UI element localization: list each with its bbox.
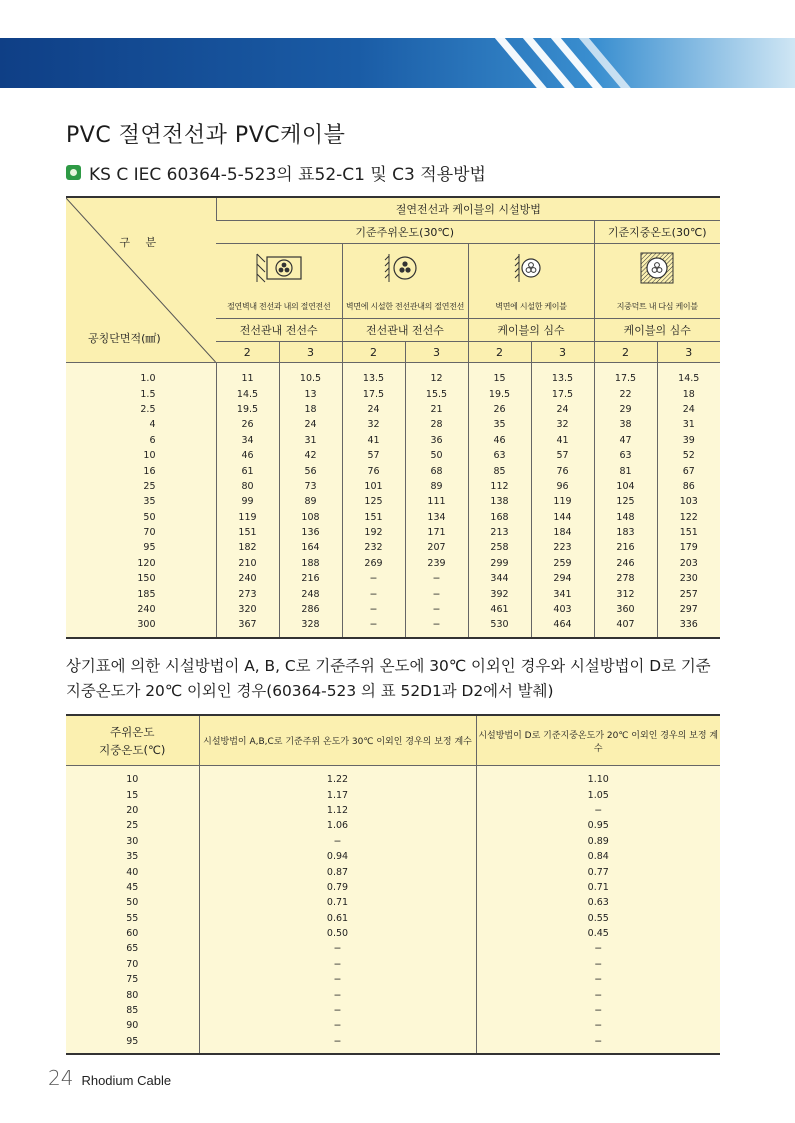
cross-section-cell: 25	[143, 480, 156, 492]
temperature-cell: 15	[126, 789, 139, 801]
method-a-diagram	[216, 244, 342, 295]
temperature-cell: 65	[126, 943, 139, 955]
ampacity-cell: 119	[531, 494, 594, 509]
ampacity-cell: 248	[279, 586, 342, 601]
ampacity-cell: 10.5	[279, 363, 342, 387]
factor-cell: 1.22	[199, 766, 476, 788]
ampacity-cell: 13	[279, 386, 342, 401]
factor-cell: −	[476, 987, 720, 1002]
ampacity-cell: 230	[657, 571, 720, 586]
ampacity-cell: −	[405, 586, 468, 601]
table-row	[66, 479, 720, 494]
ampacity-cell: 192	[342, 525, 405, 540]
factor-cell: −	[199, 1034, 476, 1054]
ampacity-cell: 76	[531, 463, 594, 478]
ampacity-cell: 111	[405, 494, 468, 509]
ampacity-cell: 246	[594, 556, 657, 571]
factor-cell: −	[476, 1034, 720, 1054]
ampacity-cell: 122	[657, 510, 720, 525]
ampacity-cell: 269	[342, 556, 405, 571]
cross-section-cell: 50	[143, 511, 156, 523]
ampacity-cell: 125	[342, 494, 405, 509]
ampacity-cell: 80	[216, 479, 279, 494]
cross-section-cell: 300	[137, 619, 156, 631]
table-row	[66, 402, 720, 417]
ampacity-cell: 57	[342, 448, 405, 463]
ampacity-cell: 134	[405, 510, 468, 525]
note-paragraph: 상기표에 의한 시설방법이 A, B, C로 기준주위 온도에 30℃ 이외인 경우와 시설방법이 D로 기준 지중온도가 20℃ 이외인 경우(60364-523 의 표 52D1과 D2에서 발췌)	[66, 657, 711, 700]
ampacity-cell: 32	[531, 417, 594, 432]
cross-section-cell: 6	[149, 434, 156, 446]
temperature-cell: 50	[126, 897, 139, 909]
temperature-cell: 85	[126, 1005, 139, 1017]
ampacity-cell: 151	[216, 525, 279, 540]
ampacity-cell: 46	[468, 433, 531, 448]
factor-cell: −	[199, 941, 476, 956]
ampacity-cell: 13.5	[531, 363, 594, 387]
ampacity-cell: 464	[531, 617, 594, 637]
ampacity-cell: 184	[531, 525, 594, 540]
method-c-label: 벽면에 시설한 케이블	[468, 294, 594, 319]
ampacity-cell: 61	[216, 463, 279, 478]
ampacity-cell: 17.5	[531, 386, 594, 401]
temperature-cell: 45	[126, 881, 139, 893]
table-row	[66, 957, 720, 972]
ampacity-cell: 259	[531, 556, 594, 571]
ampacity-cell: 104	[594, 479, 657, 494]
ampacity-cell: 164	[279, 540, 342, 555]
ampacity-cell: 216	[594, 540, 657, 555]
table-row	[66, 1034, 720, 1054]
ampacity-cell: −	[342, 602, 405, 617]
ampacity-cell: 168	[468, 510, 531, 525]
ampacity-cell: 299	[468, 556, 531, 571]
ampacity-table-body	[66, 363, 720, 638]
ampacity-cell: 403	[531, 602, 594, 617]
count-label-a: 전선관내 전선수	[216, 319, 342, 342]
temperature-cell: 55	[126, 912, 139, 924]
cross-section-cell: 95	[143, 542, 156, 554]
ampacity-cell: 67	[657, 463, 720, 478]
method-c-diagram	[468, 244, 594, 295]
ampacity-cell: 12	[405, 363, 468, 387]
factor-cell: 1.12	[199, 803, 476, 818]
wall-conduit-icon	[375, 248, 435, 288]
temperature-cell: 90	[126, 1020, 139, 1032]
ampacity-cell: 144	[531, 510, 594, 525]
page-number: 24	[48, 1066, 74, 1090]
ampacity-cell: 31	[279, 433, 342, 448]
table-row	[66, 766, 720, 788]
factor-cell: −	[199, 1018, 476, 1033]
ampacity-cell: 24	[531, 402, 594, 417]
table-row	[66, 556, 720, 571]
table-row	[66, 864, 720, 879]
cross-section-cell: 10	[143, 450, 156, 462]
ampacity-cell: 89	[279, 494, 342, 509]
ampacity-cell: 320	[216, 602, 279, 617]
subtitle-text: KS C IEC 60364-5-523의 표52-C1 및 C3 적용방법	[89, 165, 486, 185]
correction-factor-body	[66, 766, 720, 1055]
ampacity-cell: −	[342, 586, 405, 601]
ampacity-cell: 138	[468, 494, 531, 509]
table-row	[66, 834, 720, 849]
ampacity-cell: 182	[216, 540, 279, 555]
cross-section-cell: 16	[143, 465, 156, 477]
ampacity-cell: 22	[594, 386, 657, 401]
page-footer	[48, 1066, 171, 1090]
ampacity-cell: 56	[279, 463, 342, 478]
temperature-cell: 60	[126, 928, 139, 940]
ampacity-cell: 86	[657, 479, 720, 494]
temperature-cell: 75	[126, 974, 139, 986]
factor-cell: 1.05	[476, 787, 720, 802]
ampacity-cell: 24	[279, 417, 342, 432]
table-row	[66, 926, 720, 941]
factor-cell: −	[199, 972, 476, 987]
temperature-cell: 80	[126, 989, 139, 1001]
cross-section-cell: 35	[143, 496, 156, 508]
ampacity-cell: 297	[657, 602, 720, 617]
ampacity-cell: 21	[405, 402, 468, 417]
table-row	[66, 448, 720, 463]
ampacity-cell: 32	[342, 417, 405, 432]
ampacity-cell: 407	[594, 617, 657, 637]
factor-cell: 0.84	[476, 849, 720, 864]
factor-cell: −	[476, 972, 720, 987]
ampacity-cell: 96	[531, 479, 594, 494]
cross-section-cell: 185	[137, 588, 156, 600]
ampacity-cell: 240	[216, 571, 279, 586]
table-row	[66, 911, 720, 926]
ampacity-cell: 461	[468, 602, 531, 617]
ampacity-cell: −	[405, 602, 468, 617]
factor-cell: −	[199, 987, 476, 1002]
ampacity-cell: 151	[657, 525, 720, 540]
col-number: 2	[216, 342, 279, 363]
count-label-b: 전선관내 전선수	[342, 319, 468, 342]
factor-cell: 0.50	[199, 926, 476, 941]
ampacity-cell: 31	[657, 417, 720, 432]
method-b-label: 벽면에 시설한 전선관내의 절연전선	[342, 294, 468, 319]
method-a-label: 절연벽내 전선과 내의 절연전선	[216, 294, 342, 319]
ampacity-cell: 294	[531, 571, 594, 586]
ampacity-cell: 108	[279, 510, 342, 525]
ampacity-cell: 367	[216, 617, 279, 637]
temperature-cell: 25	[126, 820, 139, 832]
corner-top-label: 구 분	[119, 236, 163, 249]
temperature-cell: 40	[126, 866, 139, 878]
top-banner	[0, 38, 795, 88]
factor-cell: 1.10	[476, 766, 720, 788]
ampacity-cell: 68	[405, 463, 468, 478]
cross-section-cell: 150	[137, 573, 156, 585]
method-d-label: 지중덕트 내 다심 케이블	[594, 294, 720, 319]
ampacity-cell: 15	[468, 363, 531, 387]
temperature-cell: 35	[126, 851, 139, 863]
ampacity-cell: 336	[657, 617, 720, 637]
ampacity-cell: 11	[216, 363, 279, 387]
table-row	[66, 1018, 720, 1033]
ampacity-cell: −	[405, 617, 468, 637]
ampacity-cell: 258	[468, 540, 531, 555]
ampacity-cell: 14.5	[216, 386, 279, 401]
ambient-group: 기준주위온도(30℃)	[216, 221, 594, 244]
ampacity-cell: 34	[216, 433, 279, 448]
ampacity-cell: 183	[594, 525, 657, 540]
table-row	[66, 540, 720, 555]
table-row	[66, 417, 720, 432]
factor-cell: 0.87	[199, 864, 476, 879]
ampacity-cell: 286	[279, 602, 342, 617]
factor-cell: 0.55	[476, 911, 720, 926]
group-title: 절연전선과 케이블의 시설방법	[216, 197, 720, 221]
ampacity-cell: 18	[279, 402, 342, 417]
table-row	[66, 510, 720, 525]
ampacity-cell: 360	[594, 602, 657, 617]
table-row	[66, 571, 720, 586]
table-row	[66, 463, 720, 478]
col-number: 3	[405, 342, 468, 363]
count-label-c: 케이블의 심수	[468, 319, 594, 342]
table-row	[66, 880, 720, 895]
ampacity-cell: 119	[216, 510, 279, 525]
ampacity-cell: 39	[657, 433, 720, 448]
brand-name: Rhodium Cable	[81, 1073, 172, 1088]
corner-bottom-label: 공칭단면적(㎟)	[88, 332, 161, 345]
ampacity-cell: 257	[657, 586, 720, 601]
bullet-icon	[66, 165, 81, 180]
ampacity-cell: 42	[279, 448, 342, 463]
factor-cell: 0.77	[476, 864, 720, 879]
ampacity-cell: 18	[657, 386, 720, 401]
col-number: 2	[594, 342, 657, 363]
col-number: 3	[657, 342, 720, 363]
ampacity-cell: 38	[594, 417, 657, 432]
ampacity-cell: 188	[279, 556, 342, 571]
ampacity-cell: 57	[531, 448, 594, 463]
cross-section-cell: 4	[149, 419, 156, 431]
factor-cell: −	[476, 1018, 720, 1033]
ampacity-cell: 76	[342, 463, 405, 478]
table-row	[66, 803, 720, 818]
ampacity-cell: 216	[279, 571, 342, 586]
table-row	[66, 941, 720, 956]
factor-cell: −	[476, 803, 720, 818]
ampacity-cell: 112	[468, 479, 531, 494]
ampacity-cell: 24	[342, 402, 405, 417]
table-row	[66, 386, 720, 401]
underground-duct-icon	[627, 248, 687, 288]
ampacity-cell: 52	[657, 448, 720, 463]
ampacity-cell: 73	[279, 479, 342, 494]
ampacity-cell: −	[342, 571, 405, 586]
ampacity-cell: 203	[657, 556, 720, 571]
col-number: 2	[342, 342, 405, 363]
ampacity-cell: 41	[531, 433, 594, 448]
ampacity-cell: 273	[216, 586, 279, 601]
temperature-cell: 70	[126, 958, 139, 970]
ampacity-cell: 151	[342, 510, 405, 525]
table-row	[66, 972, 720, 987]
table-row	[66, 494, 720, 509]
cross-section-cell: 1.0	[140, 373, 156, 385]
ampacity-cell: 81	[594, 463, 657, 478]
ampacity-cell: 101	[342, 479, 405, 494]
ampacity-cell: 207	[405, 540, 468, 555]
table-row	[66, 1003, 720, 1018]
ampacity-cell: −	[405, 571, 468, 586]
ampacity-cell: 46	[216, 448, 279, 463]
ampacity-cell: 85	[468, 463, 531, 478]
temperature-header-line2: 지중온도(℃)	[99, 742, 166, 757]
abc-factor-header: 시설방법이 A,B,C로 기준주위 온도가 30℃ 이외인 경우의 보정 계수	[199, 715, 476, 766]
factor-cell: 0.95	[476, 818, 720, 833]
insulated-wall-conduit-icon	[249, 248, 309, 288]
ampacity-cell: 136	[279, 525, 342, 540]
ampacity-table	[66, 196, 720, 639]
method-b-diagram	[342, 244, 468, 295]
factor-cell: 0.79	[199, 880, 476, 895]
table-row	[66, 586, 720, 601]
col-number: 2	[468, 342, 531, 363]
ampacity-cell: 13.5	[342, 363, 405, 387]
temperature-header	[66, 715, 199, 766]
temperature-cell: 95	[126, 1035, 139, 1047]
ampacity-cell: 278	[594, 571, 657, 586]
page-title: PVC 절연전선과 PVC케이블	[66, 123, 346, 148]
ampacity-cell: 36	[405, 433, 468, 448]
ampacity-cell: 99	[216, 494, 279, 509]
ampacity-cell: 63	[594, 448, 657, 463]
factor-cell: 0.61	[199, 911, 476, 926]
wall-cable-icon	[501, 248, 561, 288]
factor-cell: 0.89	[476, 834, 720, 849]
temperature-header-line1: 주위온도	[110, 724, 155, 739]
ground-group: 기준지중온도(30℃)	[594, 221, 720, 244]
method-d-diagram	[594, 244, 720, 295]
ampacity-cell: 103	[657, 494, 720, 509]
cross-section-cell: 1.5	[140, 388, 156, 400]
d-factor-header: 시설방법이 D로 기준지중온도가 20℃ 이외인 경우의 보정 계수	[476, 715, 720, 766]
ampacity-cell: 50	[405, 448, 468, 463]
factor-cell: −	[476, 957, 720, 972]
cross-section-cell: 120	[137, 557, 156, 569]
cross-section-cell: 240	[137, 604, 156, 616]
ampacity-cell: 47	[594, 433, 657, 448]
ampacity-cell: 14.5	[657, 363, 720, 387]
table-row	[66, 987, 720, 1002]
ampacity-cell: 392	[468, 586, 531, 601]
temperature-cell: 10	[126, 774, 139, 786]
cross-section-cell: 2.5	[140, 403, 156, 415]
col-number: 3	[279, 342, 342, 363]
factor-cell: 1.06	[199, 818, 476, 833]
ampacity-cell: 148	[594, 510, 657, 525]
factor-cell: 0.71	[199, 895, 476, 910]
temperature-cell: 20	[126, 804, 139, 816]
correction-factor-table	[66, 714, 720, 1055]
ampacity-cell: 530	[468, 617, 531, 637]
factor-cell: −	[199, 834, 476, 849]
col-number: 3	[531, 342, 594, 363]
table-row	[66, 363, 720, 387]
subtitle	[66, 160, 486, 185]
table-row	[66, 895, 720, 910]
table-corner-header	[66, 197, 216, 363]
factor-cell: 0.63	[476, 895, 720, 910]
ampacity-cell: 26	[468, 402, 531, 417]
factor-cell: −	[476, 941, 720, 956]
ampacity-cell: 26	[216, 417, 279, 432]
ampacity-cell: 24	[657, 402, 720, 417]
factor-cell: 0.71	[476, 880, 720, 895]
table-row	[66, 602, 720, 617]
count-label-d: 케이블의 심수	[594, 319, 720, 342]
table-row	[66, 617, 720, 637]
ampacity-cell: 29	[594, 402, 657, 417]
ampacity-cell: 35	[468, 417, 531, 432]
ampacity-cell: 15.5	[405, 386, 468, 401]
ampacity-cell: 341	[531, 586, 594, 601]
factor-cell: −	[199, 1003, 476, 1018]
factor-cell: −	[476, 1003, 720, 1018]
ampacity-cell: 328	[279, 617, 342, 637]
ampacity-cell: 19.5	[468, 386, 531, 401]
ampacity-cell: 223	[531, 540, 594, 555]
ampacity-cell: 63	[468, 448, 531, 463]
ampacity-cell: 213	[468, 525, 531, 540]
table-row	[66, 818, 720, 833]
ampacity-cell: 210	[216, 556, 279, 571]
table-row	[66, 787, 720, 802]
table-row	[66, 849, 720, 864]
ampacity-cell: 171	[405, 525, 468, 540]
ampacity-cell: 17.5	[342, 386, 405, 401]
ampacity-cell: 344	[468, 571, 531, 586]
temperature-cell: 30	[126, 835, 139, 847]
ampacity-cell: −	[342, 617, 405, 637]
ampacity-cell: 41	[342, 433, 405, 448]
ampacity-cell: 19.5	[216, 402, 279, 417]
ampacity-cell: 239	[405, 556, 468, 571]
table-row	[66, 525, 720, 540]
ampacity-cell: 89	[405, 479, 468, 494]
ampacity-cell: 179	[657, 540, 720, 555]
table-row	[66, 433, 720, 448]
factor-cell: 0.45	[476, 926, 720, 941]
factor-cell: 1.17	[199, 787, 476, 802]
ampacity-cell: 125	[594, 494, 657, 509]
ampacity-cell: 17.5	[594, 363, 657, 387]
ampacity-cell: 28	[405, 417, 468, 432]
cross-section-cell: 70	[143, 527, 156, 539]
ampacity-cell: 312	[594, 586, 657, 601]
factor-cell: 0.94	[199, 849, 476, 864]
ampacity-cell: 232	[342, 540, 405, 555]
factor-cell: −	[199, 957, 476, 972]
